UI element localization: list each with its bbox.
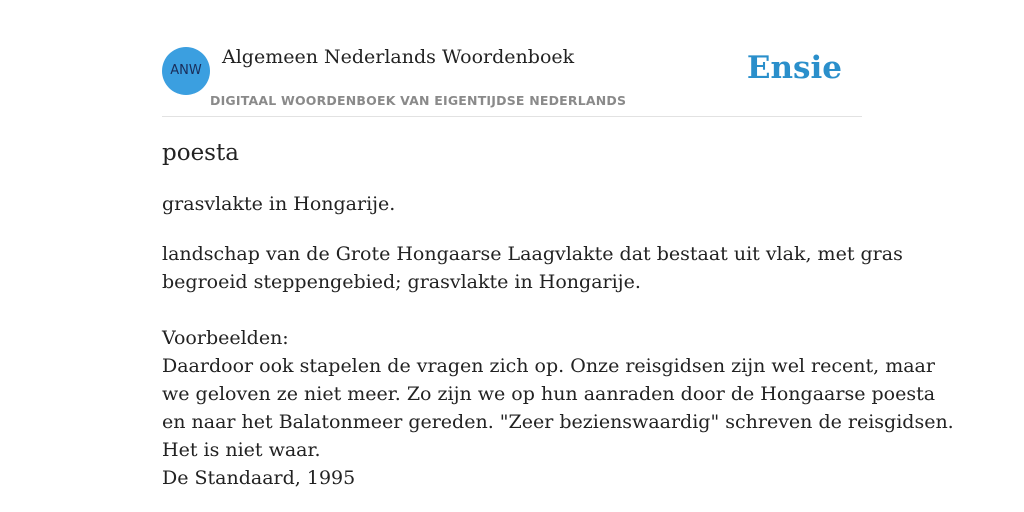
example-source: De Standaard, 1995 (162, 467, 356, 489)
site-title[interactable]: Algemeen Nederlands Woordenboek (222, 46, 575, 68)
short-definition: grasvlakte in Hongarije. (162, 193, 396, 215)
long-definition-line: landschap van de Grote Hongaarse Laagvlakte dat bestaat uit vlak, met gras (162, 243, 903, 265)
example-line: en naar het Balatonmeer gereden. "Zeer bezienswaardig" schreven de reisgidsen. (162, 411, 954, 433)
site-subtitle: DIGITAAL WOORDENBOEK VAN EIGENTIJDSE NEDERLANDS (210, 93, 627, 108)
ensie-brand-logo[interactable]: Ensie (746, 50, 842, 86)
headword: poesta (162, 140, 239, 166)
long-definition-line: begroeid steppengebied; grasvlakte in Hongarije. (162, 271, 641, 293)
long-definition (162, 240, 903, 296)
example-line: Het is niet waar. (162, 439, 321, 461)
header (162, 0, 862, 117)
examples-label: Voorbeelden: (162, 327, 289, 349)
examples-section (162, 324, 954, 492)
example-line: we geloven ze niet meer. Zo zijn we op hun aanraden door de Hongaarse poesta (162, 383, 936, 405)
anw-logo[interactable]: ANW (162, 47, 210, 95)
example-line: Daardoor ook stapelen de vragen zich op. Onze reisgidsen zijn wel recent, maar (162, 355, 935, 377)
dictionary-card (162, 0, 954, 489)
